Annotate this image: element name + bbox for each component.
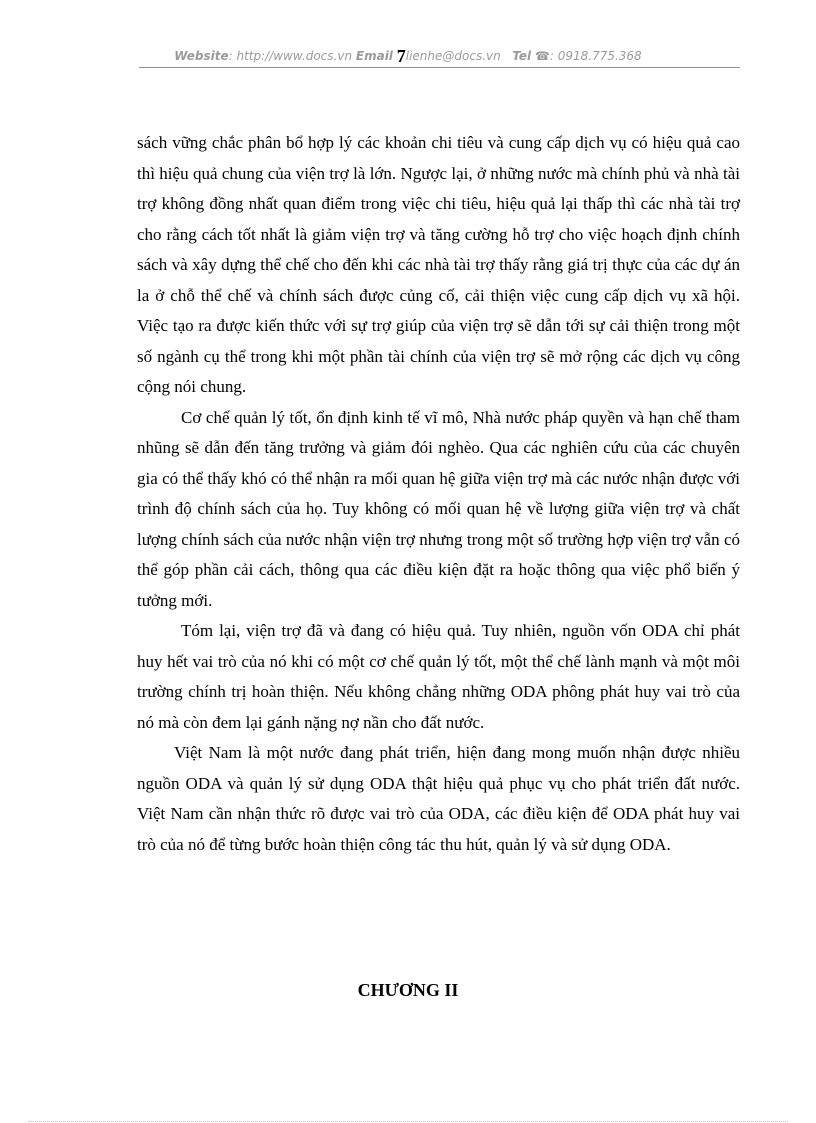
paragraph-1: sách vững chắc phân bổ hợp lý các khoản chi tiêu và cung cấp dịch vụ có hiệu quả cao thì hiệu quả chung của viện trợ là lớn. Ngược lại, ở những nước mà chính phủ và nhà tài trợ không đồng nhất quan điểm trong việc chi tiêu, hiệu quả lại thấp thì các nhà tài trợ cho rằng cách tốt nhất là giảm viện trợ và tăng cường hỗ trợ cho việc hoạch định chính sách và xây dựng thể chế cho đến khi các nhà tài trợ thấy rằng giá trị thực của các dự án la ở chỗ thể chế và chính sách được củng cố, cải thiện việc cung cấp dịch vụ xã hội. Việc tạo ra được kiến thức với sự trợ giúp của viện trợ sẽ dẫn tới sự cải thiện trong một số ngành cụ thể trong khi một phần tài chính của viện trợ sẽ mở rộng các dịch vụ công cộng nói chung.	[137, 133, 740, 396]
paragraph-4: Việt Nam là một nước đang phát triển, hiện đang mong muốn nhận được nhiều nguồn ODA và quản lý sử dụng ODA thật hiệu quả phục vụ cho phát triển đất nước. Việt Nam cần nhận thức rõ được vai trò của ODA, các điều kiện để ODA phát huy vai trò của nó để từng bước hoàn thiện công tác thu hút, quản lý và sử dụng ODA.	[137, 743, 740, 854]
paragraph-2: Cơ chế quản lý tốt, ổn định kinh tế vĩ mô, Nhà nước pháp quyền và hạn chế tham nhũng sẽ dẫn đến tăng trưởng và giảm đói nghèo. Qua các nghiên cứu của các chuyên gia có thể thấy khó có thể nhận ra mối quan hệ giữa viện trợ mà các nước nhận được với trình độ chính sách của họ. Tuy không có mối quan hệ về lượng giữa viện trợ và chất lượng chính sách của nước nhận viện trợ nhưng trong một số trường hợp viện trợ vẫn có thể góp phần cải cách, thông qua các điều kiện đặt ra hoặc thông qua việc phổ biến ý tưởng mới.	[137, 407, 740, 610]
website-label: Website	[174, 49, 229, 63]
header-divider	[139, 67, 740, 68]
website-url[interactable]: : http://www.docs.vn	[228, 49, 353, 63]
tel-number: : 0918.775.368	[549, 49, 642, 63]
tel-label: Tel	[512, 49, 532, 63]
page-header	[0, 46, 816, 67]
document-body	[137, 128, 740, 860]
email-address[interactable]: lienhe@docs.vn	[405, 49, 501, 63]
paragraph-3: Tóm lại, viện trợ đã và đang có hiệu quả. Tuy nhiên, nguồn vốn ODA chỉ phát huy hết vai trò của nó khi có một cơ chế quản lý tốt, một thể chế lành mạnh và một môi trường chính trị hoàn thiện. Nếu không chẳng những ODA phông phát huy vai trò của nó mà còn đem lại gánh nặng nợ nần cho đất nước.	[137, 621, 740, 732]
footer-divider	[28, 1121, 788, 1122]
phone-icon: ☎	[534, 49, 550, 63]
page-number: 7	[396, 46, 406, 66]
chapter-heading: CHƯƠNG II	[357, 980, 459, 1000]
email-label: Email	[355, 49, 393, 63]
